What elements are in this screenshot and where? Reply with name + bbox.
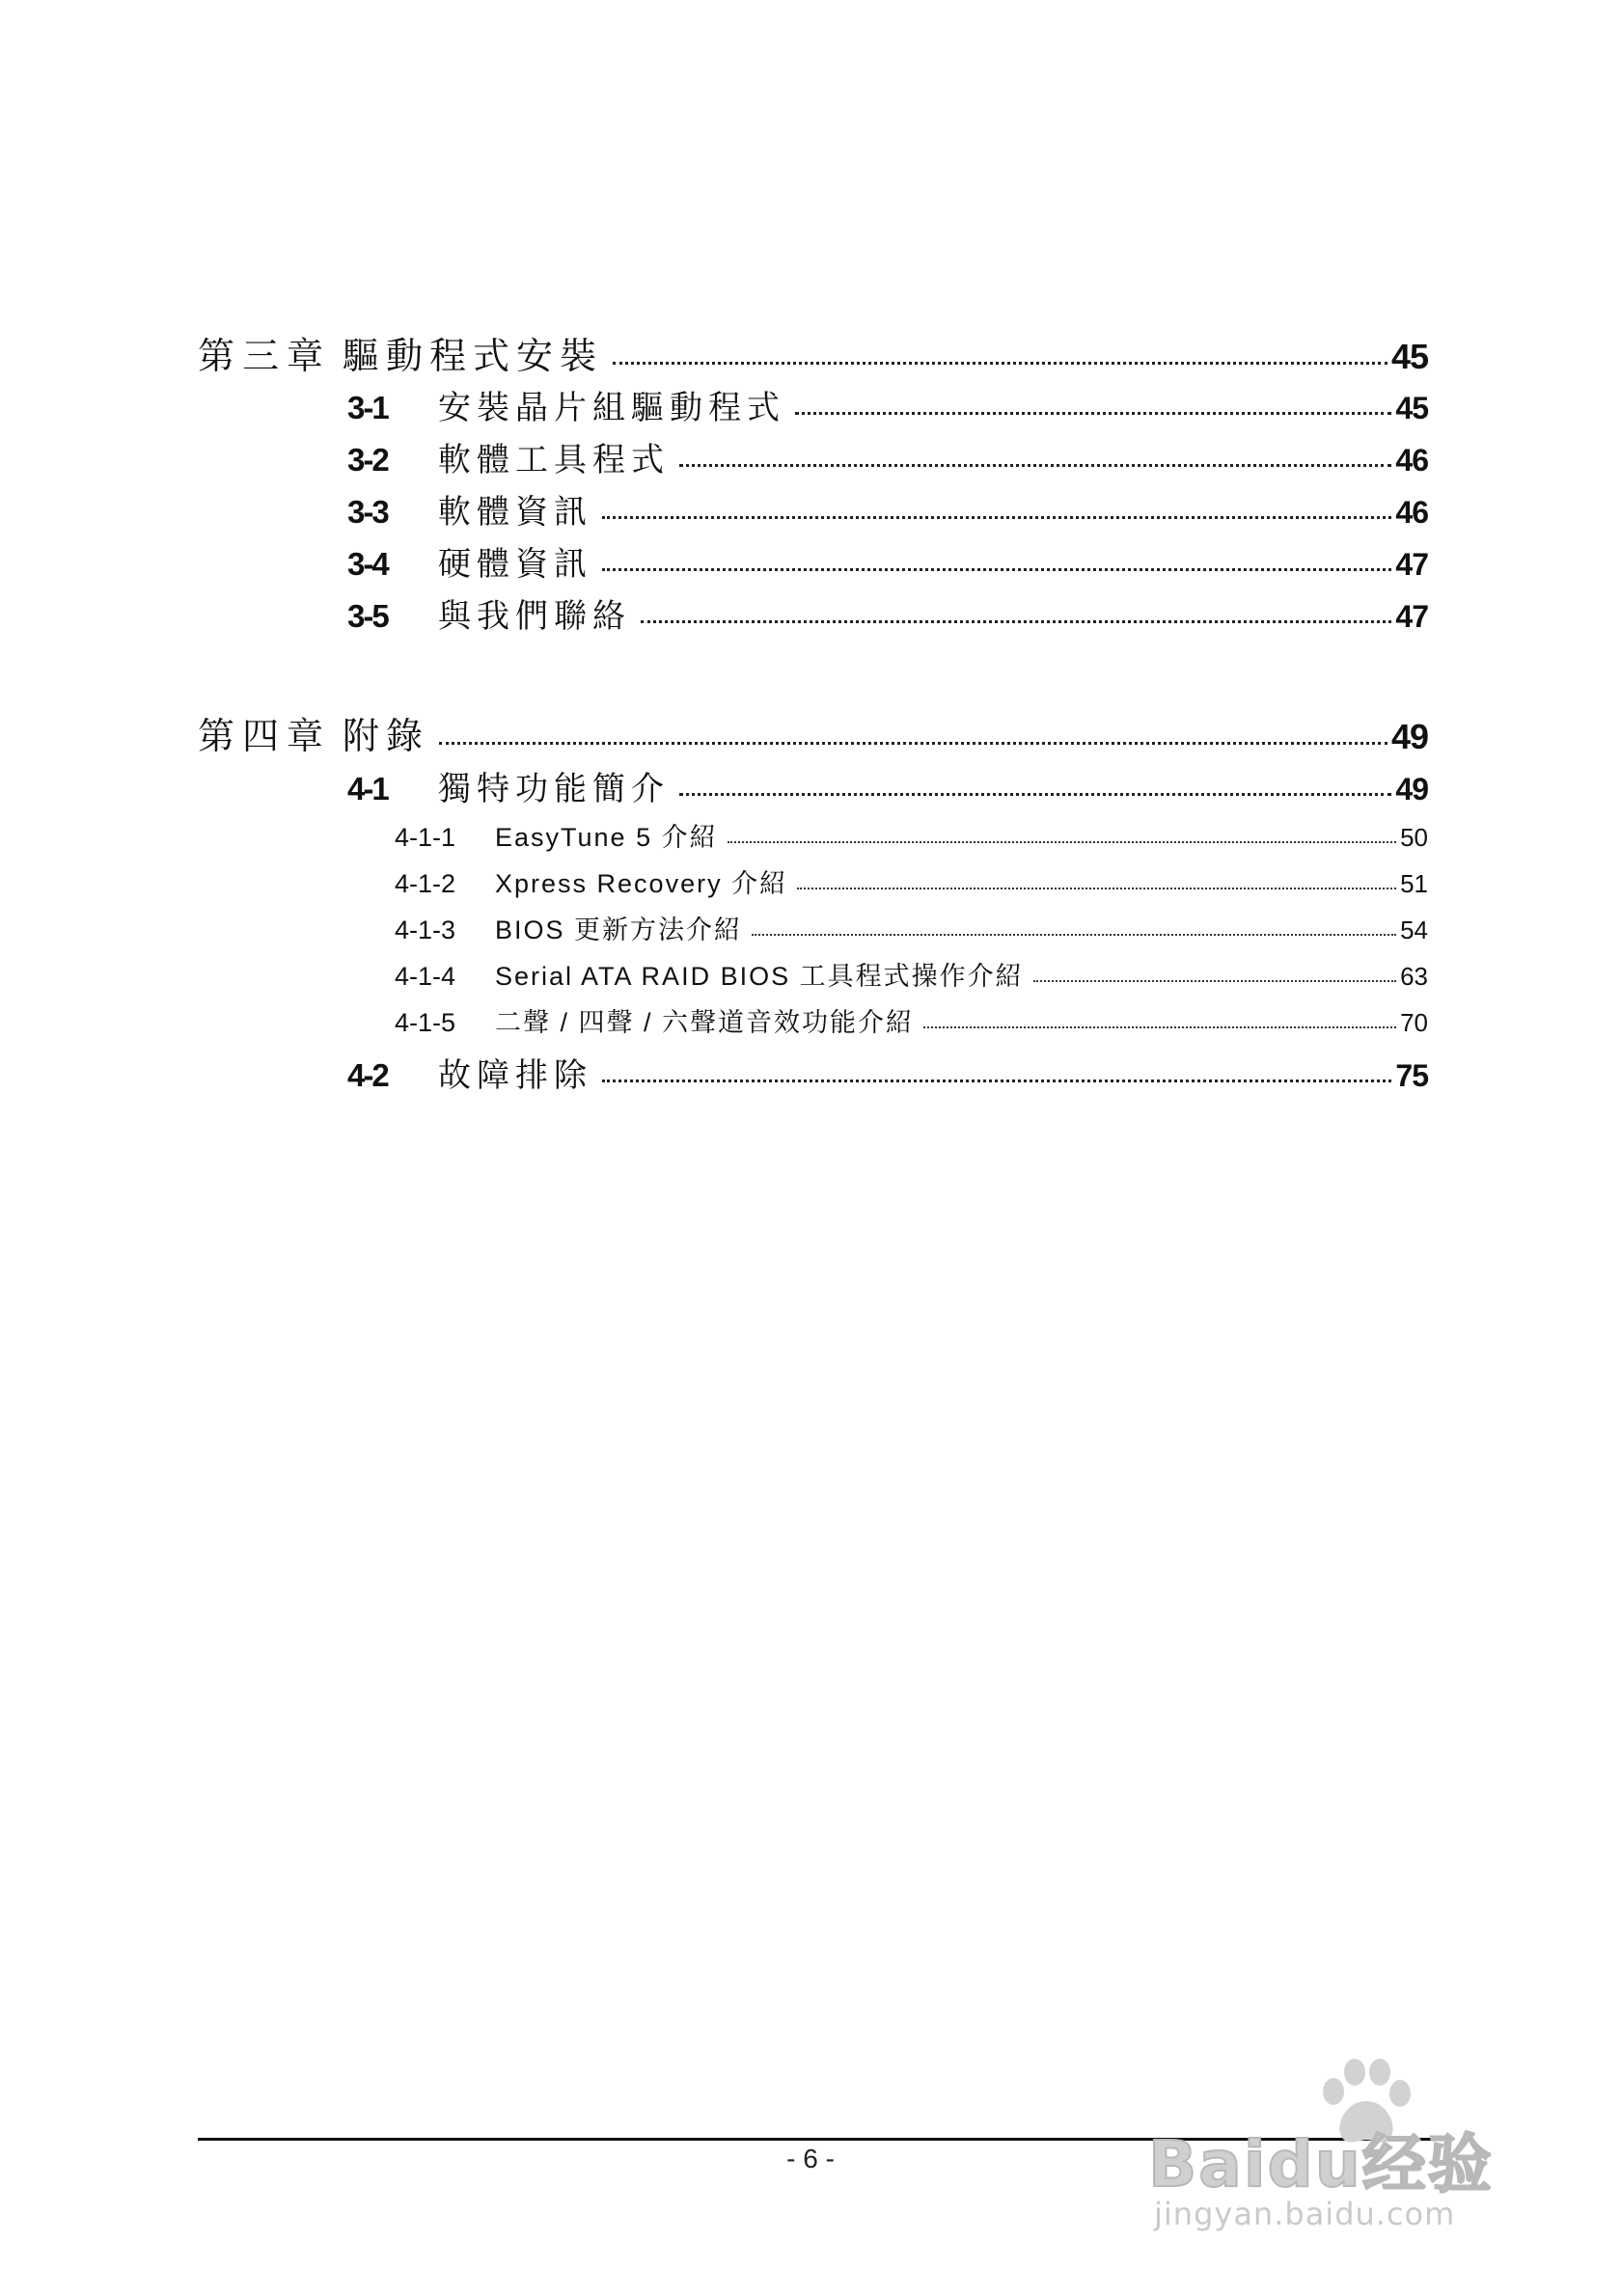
dot-leader	[679, 793, 1391, 796]
subsection-number: 4-1-1	[395, 823, 456, 852]
page-ref: 51	[1400, 869, 1428, 898]
dot-leader	[679, 464, 1391, 467]
chapter-title: 附錄	[343, 715, 430, 757]
section-number: 3-5	[347, 598, 388, 634]
dot-leader	[1033, 980, 1396, 982]
page-ref: 45	[1395, 391, 1428, 425]
dot-leader	[795, 412, 1391, 415]
chapter-label: 第四章	[198, 715, 332, 757]
toc-section-3-4[interactable]	[347, 537, 1428, 585]
chapter-title: 驅動程式安裝	[343, 335, 604, 377]
dot-leader	[602, 516, 1391, 519]
baidu-watermark	[1148, 2045, 1534, 2238]
section-title: 軟體工具程式	[438, 441, 670, 479]
toc-subsection-4-1-1[interactable]	[395, 816, 1428, 854]
toc-section-3-5[interactable]	[347, 589, 1428, 637]
page-ref: 45	[1390, 337, 1428, 376]
page-ref: 46	[1395, 495, 1428, 530]
section-title: 故障排除	[438, 1056, 592, 1095]
dot-leader	[923, 1026, 1396, 1028]
subsection-title: Serial ATA RAID BIOS 工具程式操作介紹	[495, 962, 1024, 991]
page-ref: 54	[1400, 916, 1428, 944]
page-ref: 46	[1395, 443, 1428, 478]
section-number: 3-1	[347, 390, 388, 425]
subsection-title: BIOS 更新方法介紹	[495, 916, 743, 944]
dot-leader	[439, 742, 1387, 745]
subsection-title: Xpress Recovery 介紹	[495, 869, 788, 898]
toc-section-3-3[interactable]	[347, 485, 1428, 533]
dot-leader	[641, 620, 1391, 623]
section-number: 3-3	[347, 494, 388, 530]
section-title: 硬體資訊	[438, 545, 592, 584]
toc-chapter-4[interactable]	[198, 706, 1428, 759]
subsection-number: 4-1-4	[395, 962, 456, 991]
toc-section-4-2[interactable]	[347, 1049, 1428, 1096]
page-ref: 75	[1395, 1058, 1428, 1093]
subsection-title: EasyTune 5 介紹	[495, 823, 718, 852]
page-number: - 6 -	[786, 2144, 835, 2173]
page-ref: 50	[1400, 823, 1428, 852]
dot-leader	[728, 841, 1396, 843]
dot-leader	[602, 568, 1391, 571]
subsection-title: 二聲 / 四聲 / 六聲道音效功能介紹	[495, 1008, 915, 1037]
chapter-label: 第三章	[198, 335, 332, 377]
dot-leader	[752, 934, 1396, 936]
page-ref: 63	[1400, 962, 1428, 991]
page-ref: 47	[1395, 547, 1428, 582]
subsection-number: 4-1-3	[395, 916, 456, 944]
watermark-brand: Baidu经验	[1148, 2127, 1494, 2201]
toc-subsection-4-1-3[interactable]	[395, 909, 1428, 946]
section-number: 4-1	[347, 771, 388, 806]
section-title: 安裝晶片組驅動程式	[438, 389, 785, 427]
dot-leader	[602, 1080, 1391, 1082]
subsection-number: 4-1-2	[395, 869, 456, 898]
toc-section-3-1[interactable]	[347, 381, 1428, 428]
toc-section-3-2[interactable]	[347, 433, 1428, 480]
section-number: 3-4	[347, 546, 388, 582]
page-ref: 49	[1390, 717, 1428, 756]
toc-chapter-3[interactable]	[198, 326, 1428, 379]
section-number: 4-2	[347, 1057, 388, 1093]
toc-section-4-1[interactable]	[347, 762, 1428, 809]
toc-subsection-4-1-4[interactable]	[395, 955, 1428, 993]
section-title: 與我們聯絡	[438, 597, 631, 636]
section-title: 獨特功能簡介	[438, 770, 670, 808]
section-title: 軟體資訊	[438, 493, 592, 532]
page-ref: 47	[1395, 599, 1428, 634]
dot-leader	[613, 362, 1387, 365]
toc-subsection-4-1-2[interactable]	[395, 862, 1428, 900]
page-ref: 70	[1400, 1008, 1428, 1037]
toc-subsection-4-1-5[interactable]	[395, 1001, 1428, 1039]
dot-leader	[797, 888, 1396, 889]
subsection-number: 4-1-5	[395, 1008, 456, 1037]
section-number: 3-2	[347, 442, 388, 478]
watermark-domain: jingyan.baidu.com	[1154, 2196, 1456, 2232]
page-ref: 49	[1395, 772, 1428, 806]
